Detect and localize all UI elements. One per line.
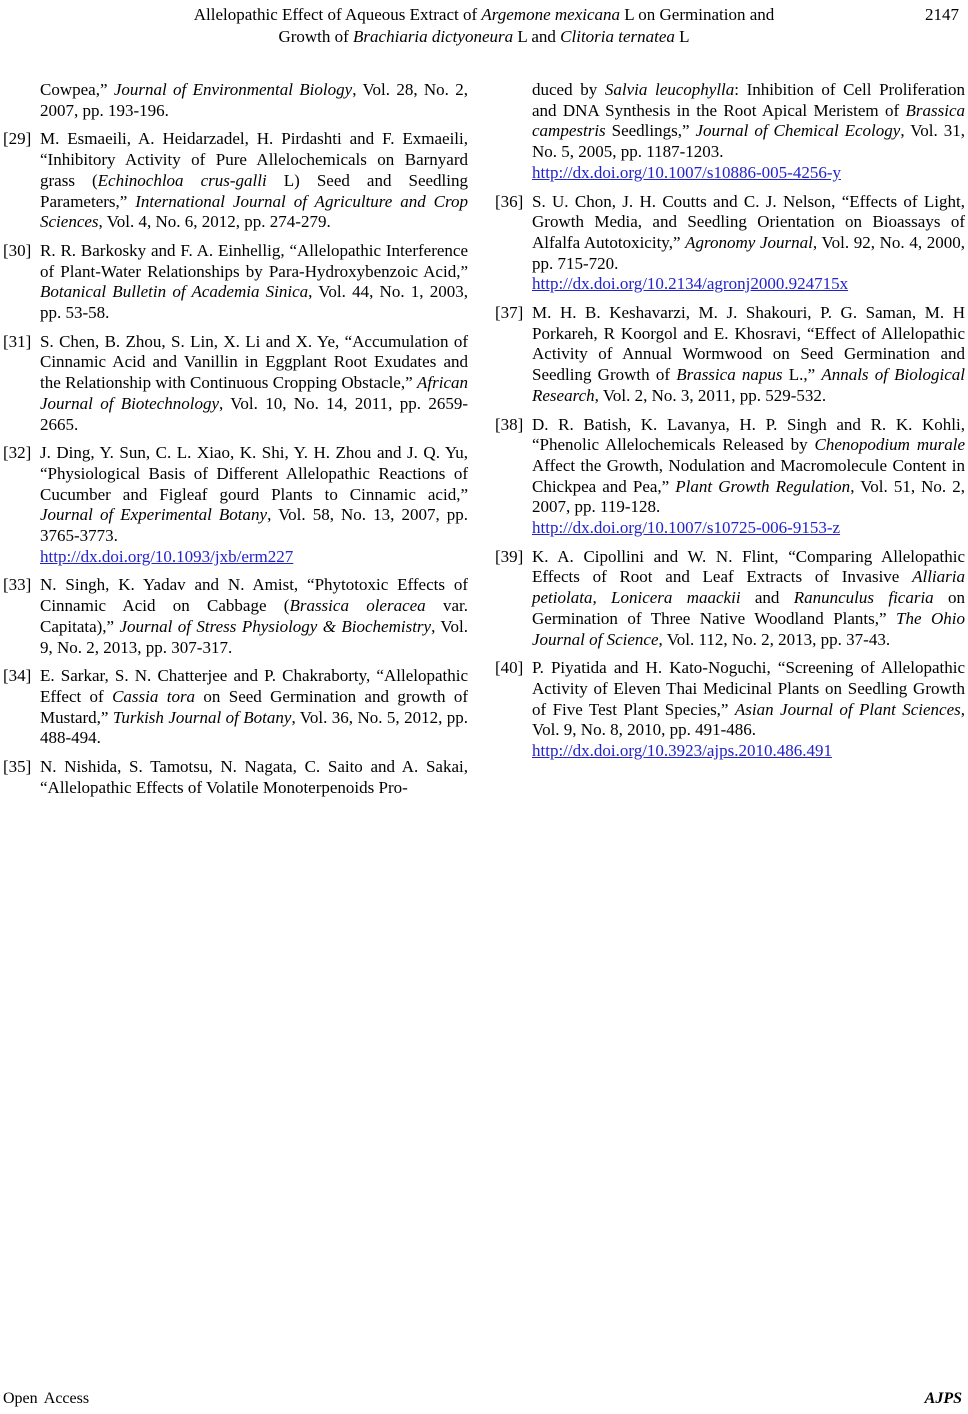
text-run: Growth of (278, 27, 354, 46)
reference-entry (3, 757, 468, 798)
reference-number: [37] (495, 303, 524, 323)
text-run: Cowpea,” (40, 80, 114, 99)
text-run: R. R. Barkosky and F. A. Einhellig, “Allelopathic Interference of Plant-Water Relationships by Para-Hydroxybenzoic Acid,” (40, 240, 468, 281)
reference-text (40, 332, 468, 436)
text-run: , Vol. 2, No. 3, 2011, pp. 529-532. (594, 385, 827, 405)
italic-text-run: Journal of Stress Physiology & Biochemistry (119, 616, 432, 636)
text-run: , Vol. 58, No. 13, 2007, pp. 3765-3773. (40, 505, 469, 546)
text-run: M. H. B. Keshavarzi, M. J. Shakouri, P. G. Saman, M. H Porkareh, R Koorgol and E. Khosravi, “Effect of Allelopathic Activity of Annual Wormwood on Seed Germination and Seedling Growth of (532, 303, 965, 385)
text-run: L and (513, 27, 561, 46)
text-run: , Vol. 92, No. 4, 2000, pp. 715-720. (532, 232, 966, 273)
reference-entry (3, 666, 468, 749)
reference-number: [40] (495, 658, 524, 678)
reference-text (40, 575, 468, 658)
reference-text (40, 757, 468, 798)
reference-entry (3, 80, 468, 121)
text-run: , Vol. 36, No. 5, 2012, pp. 488-494. (40, 707, 468, 748)
text-run: , Vol. 4, No. 6, 2012, pp. 274-279. (98, 212, 331, 232)
reference-number: [30] (3, 240, 32, 260)
text-run: duced by (532, 80, 605, 99)
italic-text-run: Argemone mexicana (481, 5, 621, 24)
text-run: N. Nishida, S. Tamotsu, N. Nagata, C. Saito and A. Sakai, “Allelopathic Effects of Volatile Monoterpenoids Pro- (40, 757, 468, 797)
text-run: N. Singh, K. Yadav and N. Amist, “Phytotoxic Effects of Cinnamic Acid on Cabbage ( (40, 575, 468, 616)
reference-text (40, 666, 468, 749)
reference-text (532, 415, 965, 539)
text-run: Affect the Growth, Nodulation and Macromolecule Content in Chickpea and Pea,” (532, 455, 965, 496)
journal-abbrev-label: AJPS (924, 1390, 962, 1407)
open-access-label: Open Access (3, 1390, 90, 1407)
reference-entry (495, 415, 965, 539)
doi-link[interactable]: http://dx.doi.org/10.1007/s10725-006-9153-z (532, 518, 841, 538)
references-columns (3, 80, 965, 807)
text-run: Allelopathic Effect of Aqueous Extract of (193, 5, 482, 24)
text-run: J. Ding, Y. Sun, C. L. Xiao, K. Shi, Y. H. Zhou and J. Q. Yu, “Physiological Basis of Different Allelopathic Reactions of Cucumber and Figleaf gourd Plants to Cinnamic acid,” (40, 443, 468, 504)
page-header (3, 4, 965, 48)
page-number: 2147 (925, 5, 959, 24)
text-run: L on Germination and (620, 5, 775, 24)
running-title-line1 (3, 4, 965, 26)
italic-text-run: Asian Journal of Plant Sciences (734, 699, 961, 719)
italic-text-run: Brachiaria dictyoneura (353, 27, 514, 46)
text-run: , Vol. 10, No. 14, 2011, pp. 2659-2665. (40, 393, 468, 434)
reference-entry (495, 547, 965, 651)
reference-number: [31] (3, 331, 32, 351)
italic-text-run: Ranunculus ficaria (793, 588, 934, 608)
reference-entry (495, 192, 965, 296)
text-run: and (740, 588, 794, 608)
reference-number: [32] (3, 443, 32, 463)
italic-text-run: Echinochloa crus-galli (97, 170, 267, 190)
text-run: : Inhibition of Cell Proliferation and DNA Synthesis in the Root Apical Meristem of (532, 80, 965, 120)
text-run: , Vol. 44, No. 1, 2003, pp. 53-58. (40, 282, 468, 323)
reference-text (532, 80, 965, 184)
page-footer (3, 1390, 962, 1408)
text-run: M. Esmaeili, A. Heidarzadel, H. Pirdashti and F. Exmaeili, “Inhibitory Activity of Pure Allelochemicals on Barnyard grass ( (40, 129, 468, 190)
italic-text-run: Journal of Chemical Ecology (695, 121, 901, 141)
running-title-line2 (3, 26, 965, 48)
reference-entry (3, 443, 468, 567)
reference-number: [29] (3, 129, 32, 149)
reference-entry (3, 241, 468, 324)
text-run: L.,” (782, 365, 822, 385)
italic-text-run: Agronomy Journal (685, 232, 813, 252)
reference-number: [39] (495, 546, 524, 566)
reference-text (532, 658, 965, 762)
reference-text (532, 192, 965, 296)
italic-text-run: Brassica oleracea (289, 596, 426, 616)
reference-number: [38] (495, 414, 524, 434)
text-run: S. Chen, B. Zhou, S. Lin, X. Li and X. Ye, “Accumulation of Cinnamic Acid and Vanillin in Eggplant Root Exudates and the Relationship with Continuous Cropping Obstacle,” (40, 331, 468, 393)
reference-text (40, 443, 468, 567)
reference-entry (495, 303, 965, 407)
text-run: P. Piyatida and H. Kato-Noguchi, “Screening of Allelopathic Activity of Eleven Thai Medicinal Plants on Seedling Growth of Five Test Plant Species,” (532, 658, 965, 719)
text-run: , Vol. 51, No. 2, 2007, pp. 119-128. (532, 476, 965, 517)
reference-entry (3, 129, 468, 233)
doi-link[interactable]: http://dx.doi.org/10.1007/s10886-005-4256-y (532, 162, 841, 182)
italic-text-run: Botanical Bulletin of Academia Sinica (40, 282, 309, 302)
italic-text-run: Journal of Environmental Biology (113, 80, 353, 99)
italic-text-run: International Journal of Agriculture and Crop Sciences (40, 191, 468, 232)
italic-text-run: Turkish Journal of Botany (112, 707, 292, 727)
italic-text-run: Alliaria petiolata, Lonicera maackii (532, 567, 965, 608)
text-run: S. U. Chon, J. H. Coutts and C. J. Nelson, “Effects of Light, Growth Media, and Seedling Orientation on Bioassays of Alfalfa Autotoxicity,” (532, 191, 965, 252)
doi-link[interactable]: http://dx.doi.org/10.3923/ajps.2010.486.491 (532, 741, 833, 761)
text-run: , Vol. 9, No. 8, 2010, pp. 491-486. (532, 699, 965, 740)
reference-number: [36] (495, 191, 524, 211)
doi-link[interactable]: http://dx.doi.org/10.2134/agronj2000.924715x (532, 274, 849, 294)
reference-text (40, 241, 468, 324)
italic-text-run: Salvia leucophylla (604, 80, 735, 99)
italic-text-run: Brassica napus (676, 365, 783, 385)
italic-text-run: Brassica campestris (532, 100, 965, 141)
reference-text (40, 129, 468, 233)
text-run: Seedlings,” (605, 121, 696, 141)
text-run: on Seed Germination and growth of Mustard,” (40, 686, 468, 727)
italic-text-run: The Ohio Journal of Science (532, 608, 965, 649)
text-run: D. R. Batish, K. Lavanya, H. P. Singh and R. K. Kohli, “Phenolic Allelochemicals Released by (532, 414, 965, 455)
reference-entry (495, 658, 965, 762)
text-run: L) Seed and Seedling Parameters,” (40, 170, 468, 211)
text-run: , Vol. 31, No. 5, 2005, pp. 1187-1203. (532, 121, 965, 162)
italic-text-run: Annals of Biological Research (532, 365, 965, 405)
reference-number: [35] (3, 757, 32, 777)
reference-entry (495, 80, 965, 184)
italic-text-run: Cassia tora (112, 686, 196, 706)
reference-text (40, 80, 468, 121)
italic-text-run: Plant Growth Regulation (675, 476, 851, 496)
text-run: E. Sarkar, S. N. Chatterjee and P. Chakraborty, “Allelopathic Effect of (40, 666, 468, 706)
reference-entry (3, 332, 468, 436)
reference-text (532, 547, 965, 651)
italic-text-run: African Journal of Biotechnology (40, 373, 468, 413)
references-column-right (495, 80, 965, 770)
reference-number: [33] (3, 575, 32, 595)
text-run: , Vol. 112, No. 2, 2013, pp. 37-43. (658, 629, 891, 649)
italic-text-run: Chenopodium murale (814, 435, 965, 455)
doi-link[interactable]: http://dx.doi.org/10.1093/jxb/erm227 (40, 546, 294, 566)
italic-text-run: Journal of Experimental Botany (40, 505, 268, 525)
text-run: , Vol. 28, No. 2, 2007, pp. 193-196. (40, 80, 468, 120)
text-run: , Vol. 9, No. 2, 2013, pp. 307-317. (40, 616, 468, 657)
text-run: K. A. Cipollini and W. N. Flint, “Comparing Allelopathic Effects of Root and Leaf Extracts of Invasive (532, 546, 965, 587)
reference-text (532, 303, 965, 407)
text-run: on Germination of Three Native Woodland Plants,” (532, 588, 966, 628)
references-column-left (3, 80, 468, 807)
text-run: var. Capitata),” (40, 596, 468, 636)
reference-number: [34] (3, 666, 32, 686)
reference-entry (3, 575, 468, 658)
text-run: L (674, 27, 690, 46)
italic-text-run: Clitoria ternatea (560, 27, 675, 46)
